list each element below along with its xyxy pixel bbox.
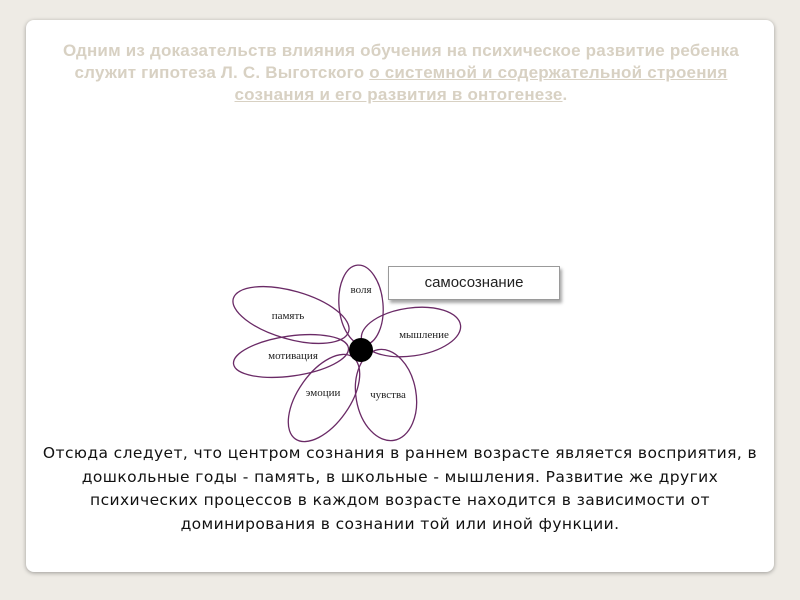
title-link[interactable]: о системной и содержательной строения сознания и его развития в онтогенезе	[234, 63, 728, 104]
body-paragraph: Отсюда следует, что центром сознания в раннем возрасте является восприятия, в дошкольные годы - память, в школьные - мышления. Развитие же других психических процессов в каждом возрасте находится в зависимости от доминирования в сознании той или иной функции.	[42, 444, 758, 533]
petal-label: мотивация	[268, 350, 318, 362]
petal-volya	[336, 263, 387, 347]
flower-center	[349, 338, 373, 362]
petal-label: чувства	[370, 389, 406, 401]
petal-label: воля	[350, 284, 372, 296]
petal-label: эмоции	[305, 387, 341, 399]
petal-label: память	[271, 310, 305, 322]
petal-label: мышление	[399, 329, 449, 341]
self-awareness-box: самосознание	[388, 266, 560, 300]
title-period: .	[562, 85, 568, 104]
title-text: Одним из доказательств влияния обучения на психическое развитие ребенка служит гипотеза Л. С. Выготского	[62, 41, 740, 82]
slide	[26, 20, 774, 572]
